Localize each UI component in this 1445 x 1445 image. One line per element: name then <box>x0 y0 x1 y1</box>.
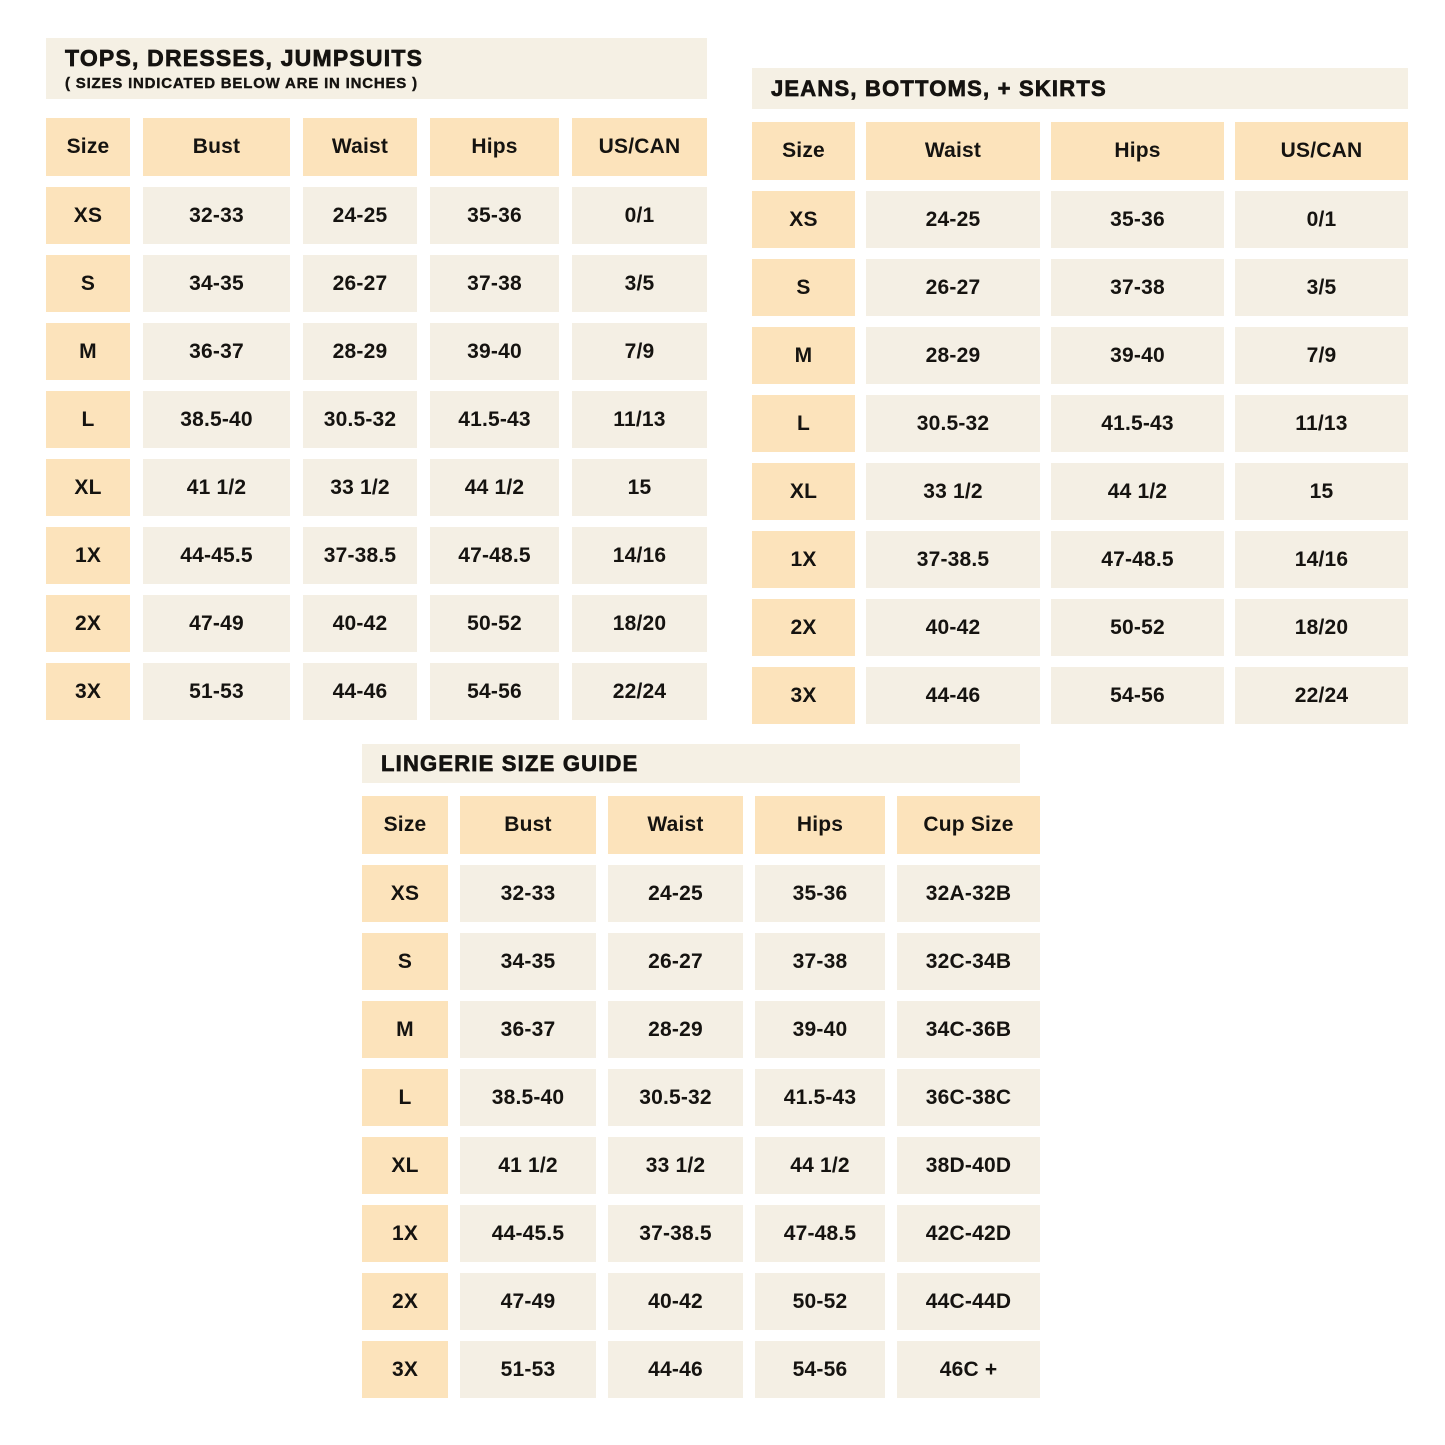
value-cell: 44-46 <box>866 667 1040 724</box>
value-cell: 44 1/2 <box>755 1137 885 1194</box>
column-header-hips: Hips <box>755 796 885 854</box>
row-size-label-2x: 2X <box>46 595 130 652</box>
row-size-label-1x: 1X <box>362 1205 448 1262</box>
value-cell: 47-48.5 <box>430 527 559 584</box>
value-cell: 41 1/2 <box>143 459 290 516</box>
row-size-label-xl: XL <box>362 1137 448 1194</box>
value-cell: 28-29 <box>866 327 1040 384</box>
value-cell: 24-25 <box>303 187 417 244</box>
row-size-label-3x: 3X <box>362 1341 448 1398</box>
value-cell: 32A-32B <box>897 865 1040 922</box>
value-cell: 18/20 <box>572 595 707 652</box>
row-size-label-3x: 3X <box>46 663 130 720</box>
value-cell: 42C-42D <box>897 1205 1040 1262</box>
value-cell: 32C-34B <box>897 933 1040 990</box>
column-header-waist: Waist <box>608 796 743 854</box>
value-cell: 38.5-40 <box>143 391 290 448</box>
value-cell: 37-38.5 <box>303 527 417 584</box>
value-cell: 47-48.5 <box>1051 531 1224 588</box>
value-cell: 35-36 <box>1051 191 1224 248</box>
table-title-band <box>362 744 1020 783</box>
value-cell: 26-27 <box>303 255 417 312</box>
value-cell: 11/13 <box>1235 395 1408 452</box>
value-cell: 15 <box>1235 463 1408 520</box>
value-cell: 44C-44D <box>897 1273 1040 1330</box>
row-size-label-s: S <box>46 255 130 312</box>
value-cell: 36-37 <box>460 1001 596 1058</box>
value-cell: 47-48.5 <box>755 1205 885 1262</box>
row-size-label-l: L <box>46 391 130 448</box>
value-cell: 39-40 <box>1051 327 1224 384</box>
value-cell: 0/1 <box>572 187 707 244</box>
row-size-label-xs: XS <box>752 191 855 248</box>
value-cell: 28-29 <box>303 323 417 380</box>
value-cell: 36-37 <box>143 323 290 380</box>
value-cell: 51-53 <box>143 663 290 720</box>
row-size-label-s: S <box>752 259 855 316</box>
value-cell: 50-52 <box>755 1273 885 1330</box>
value-cell: 44-46 <box>303 663 417 720</box>
value-cell: 34C-36B <box>897 1001 1040 1058</box>
value-cell: 44 1/2 <box>430 459 559 516</box>
column-header-bust: Bust <box>460 796 596 854</box>
value-cell: 28-29 <box>608 1001 743 1058</box>
value-cell: 33 1/2 <box>608 1137 743 1194</box>
value-cell: 24-25 <box>866 191 1040 248</box>
value-cell: 47-49 <box>143 595 290 652</box>
column-header-waist: Waist <box>303 118 417 176</box>
value-cell: 40-42 <box>303 595 417 652</box>
value-cell: 32-33 <box>460 865 596 922</box>
table-title: LINGERIE SIZE GUIDE <box>381 750 639 776</box>
value-cell: 54-56 <box>755 1341 885 1398</box>
column-header-hips: Hips <box>1051 122 1224 180</box>
size-grid <box>362 796 1036 1398</box>
value-cell: 33 1/2 <box>303 459 417 516</box>
value-cell: 30.5-32 <box>608 1069 743 1126</box>
value-cell: 32-33 <box>143 187 290 244</box>
value-cell: 22/24 <box>572 663 707 720</box>
row-size-label-m: M <box>362 1001 448 1058</box>
value-cell: 11/13 <box>572 391 707 448</box>
value-cell: 35-36 <box>430 187 559 244</box>
table-title-band <box>752 68 1408 109</box>
column-header-bust: Bust <box>143 118 290 176</box>
column-header-cup-size: Cup Size <box>897 796 1040 854</box>
value-cell: 26-27 <box>608 933 743 990</box>
row-size-label-2x: 2X <box>362 1273 448 1330</box>
value-cell: 41 1/2 <box>460 1137 596 1194</box>
row-size-label-2x: 2X <box>752 599 855 656</box>
value-cell: 37-38.5 <box>866 531 1040 588</box>
value-cell: 39-40 <box>430 323 559 380</box>
row-size-label-1x: 1X <box>752 531 855 588</box>
value-cell: 38.5-40 <box>460 1069 596 1126</box>
value-cell: 3/5 <box>1235 259 1408 316</box>
value-cell: 40-42 <box>608 1273 743 1330</box>
value-cell: 36C-38C <box>897 1069 1040 1126</box>
column-header-us-can: US/CAN <box>1235 122 1408 180</box>
row-size-label-l: L <box>362 1069 448 1126</box>
table-subtitle: ( SIZES INDICATED BELOW ARE IN INCHES ) <box>65 75 418 92</box>
row-size-label-m: M <box>46 323 130 380</box>
value-cell: 30.5-32 <box>866 395 1040 452</box>
value-cell: 34-35 <box>460 933 596 990</box>
row-size-label-m: M <box>752 327 855 384</box>
table-title: TOPS, DRESSES, JUMPSUITS <box>65 45 424 71</box>
value-cell: 39-40 <box>755 1001 885 1058</box>
value-cell: 51-53 <box>460 1341 596 1398</box>
value-cell: 50-52 <box>430 595 559 652</box>
value-cell: 38D-40D <box>897 1137 1040 1194</box>
value-cell: 37-38 <box>1051 259 1224 316</box>
size-table-tops-dresses-jumpsuits <box>46 38 707 720</box>
row-size-label-xl: XL <box>46 459 130 516</box>
table-title: JEANS, BOTTOMS, + SKIRTS <box>771 75 1107 101</box>
column-header-size: Size <box>46 118 130 176</box>
value-cell: 44 1/2 <box>1051 463 1224 520</box>
row-size-label-s: S <box>362 933 448 990</box>
table-title-band <box>46 38 707 99</box>
value-cell: 46C + <box>897 1341 1040 1398</box>
value-cell: 7/9 <box>1235 327 1408 384</box>
value-cell: 41.5-43 <box>430 391 559 448</box>
value-cell: 37-38.5 <box>608 1205 743 1262</box>
row-size-label-xs: XS <box>362 865 448 922</box>
value-cell: 47-49 <box>460 1273 596 1330</box>
size-grid <box>46 118 707 720</box>
value-cell: 0/1 <box>1235 191 1408 248</box>
value-cell: 14/16 <box>572 527 707 584</box>
value-cell: 3/5 <box>572 255 707 312</box>
value-cell: 44-46 <box>608 1341 743 1398</box>
value-cell: 35-36 <box>755 865 885 922</box>
size-grid <box>752 122 1408 724</box>
value-cell: 34-35 <box>143 255 290 312</box>
row-size-label-l: L <box>752 395 855 452</box>
value-cell: 30.5-32 <box>303 391 417 448</box>
value-cell: 44-45.5 <box>460 1205 596 1262</box>
row-size-label-1x: 1X <box>46 527 130 584</box>
row-size-label-3x: 3X <box>752 667 855 724</box>
value-cell: 37-38 <box>755 933 885 990</box>
value-cell: 40-42 <box>866 599 1040 656</box>
value-cell: 14/16 <box>1235 531 1408 588</box>
row-size-label-xl: XL <box>752 463 855 520</box>
value-cell: 7/9 <box>572 323 707 380</box>
value-cell: 41.5-43 <box>755 1069 885 1126</box>
value-cell: 41.5-43 <box>1051 395 1224 452</box>
value-cell: 26-27 <box>866 259 1040 316</box>
column-header-us-can: US/CAN <box>572 118 707 176</box>
value-cell: 37-38 <box>430 255 559 312</box>
value-cell: 50-52 <box>1051 599 1224 656</box>
column-header-size: Size <box>752 122 855 180</box>
column-header-waist: Waist <box>866 122 1040 180</box>
value-cell: 33 1/2 <box>866 463 1040 520</box>
value-cell: 54-56 <box>1051 667 1224 724</box>
column-header-size: Size <box>362 796 448 854</box>
value-cell: 44-45.5 <box>143 527 290 584</box>
value-cell: 18/20 <box>1235 599 1408 656</box>
size-table-jeans-bottoms-skirts <box>752 68 1408 724</box>
value-cell: 54-56 <box>430 663 559 720</box>
value-cell: 24-25 <box>608 865 743 922</box>
value-cell: 22/24 <box>1235 667 1408 724</box>
size-table-lingerie <box>362 744 1036 1398</box>
row-size-label-xs: XS <box>46 187 130 244</box>
value-cell: 15 <box>572 459 707 516</box>
column-header-hips: Hips <box>430 118 559 176</box>
